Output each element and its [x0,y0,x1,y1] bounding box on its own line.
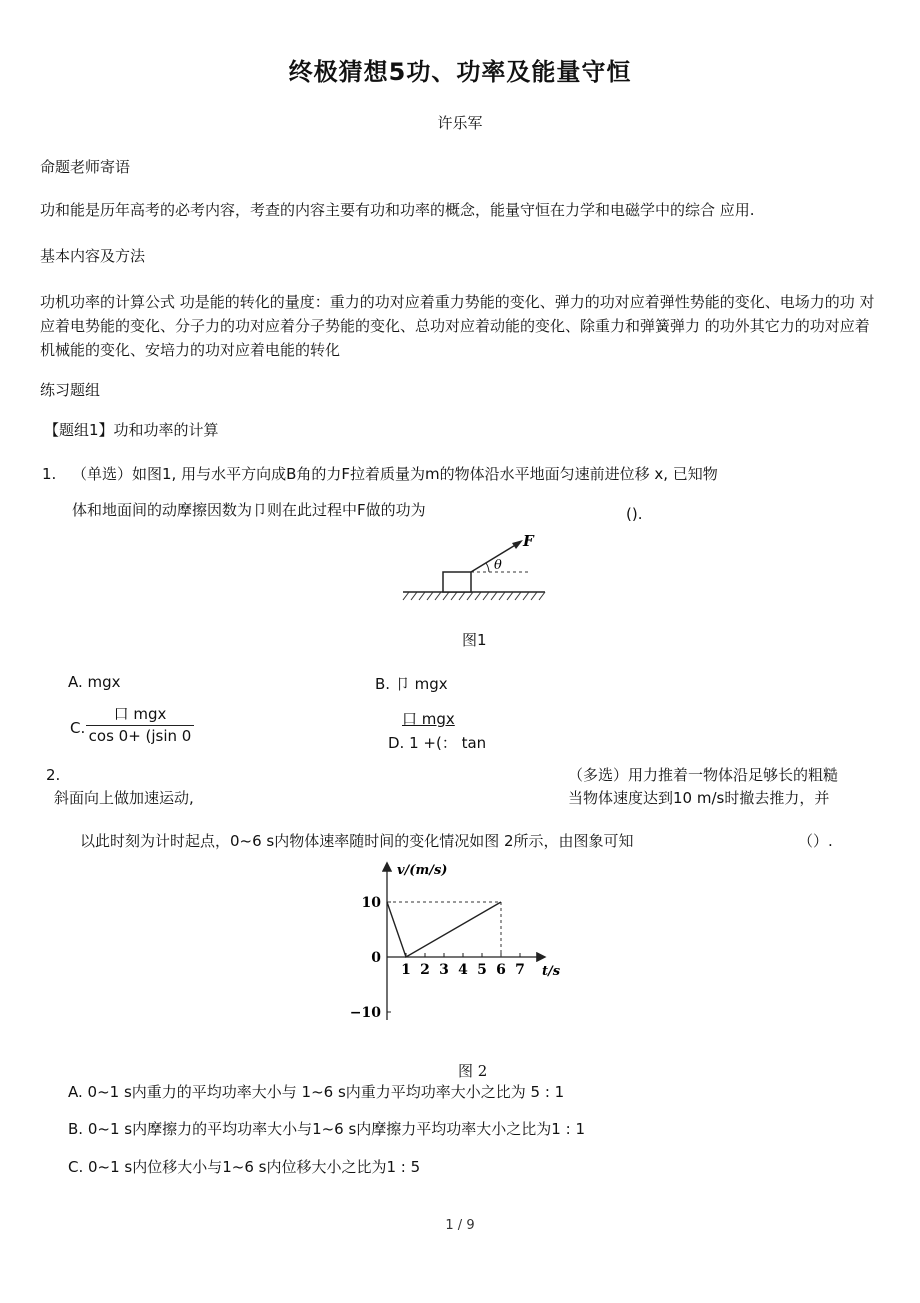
x-tick-label: 1 [401,962,411,978]
figure-1 [395,530,555,610]
section-heading-message: 命题老师寄语 [40,158,131,176]
q2-option-c: C. 0~1 s内位移大小与1~6 s内位移大小之比为1 : 5 [68,1158,421,1176]
y-tick-label: 0 [371,950,381,966]
q1-line1: （单选）如图1, 用与水平方向成B角的力F拉着质量为m的物体沿水平地面匀速前进位移 x, 已知物 [72,465,718,483]
q1-number: 1. [42,465,57,483]
q2-option-a: A. 0~1 s内重力的平均功率大小与 1~6 s内重力平均功率大小之比为 5 : 1 [68,1083,565,1101]
x-axis-label: t/s [542,964,561,979]
section-text-message: 功和能是历年高考的必考内容，考查的内容主要有功和功率的概念，能量守恒在力学和电磁学中的综合 应用. [40,201,755,219]
q2-option-b: B. 0~1 s内摩擦力的平均功率大小与1~6 s内摩擦力平均功率大小之比为1 : 1 [68,1120,585,1138]
q1-option-d-denominator: D. 1 +(： tan [388,734,487,752]
q1-option-c-label: C. [70,719,86,737]
q2-line1-right-b: 当物体速度达到10 m/s时撤去推力，并 [568,789,830,807]
x-tick-label: 4 [458,962,468,978]
page-title: 终极猜想5功、功率及能量守恒 [288,58,632,86]
q1-option-c-numerator: 口 mgx [86,703,194,726]
block [443,572,471,592]
q1-option-b: B. 卩 mgx [375,675,448,693]
velocity-time-chart [345,856,595,1041]
group-heading-1: 【题组1】功和功率的计算 [44,421,219,439]
x-tick-label: 6 [496,962,506,978]
q1-option-a: A. mgx [68,673,121,691]
figure-2-caption: 图 2 [458,1062,488,1080]
q1-option-c-fraction [86,703,194,745]
q1-option-c-denominator: cos 0+ (jsin 0 [88,727,192,745]
y-tick-label: 10 [361,895,381,911]
section-heading-practice: 练习题组 [40,381,101,399]
q1-answer-paren: (). [626,505,643,523]
y-tick-label: −10 [349,1005,381,1021]
angle-arc [486,563,489,572]
x-tick-label: 3 [439,962,449,978]
velocity-line [387,902,501,957]
section-heading-basics: 基本内容及方法 [40,247,146,265]
q2-line1-right-a: （多选）用力推着一物体沿足够长的粗糙 [568,766,839,784]
q2-answer-paren: （）. [798,832,833,850]
q2-number: 2. [46,766,61,784]
q2-line2: 以此时刻为计时起点，0~6 s内物体速率随时间的变化情况如图 2所示，由图象可知 [80,832,634,850]
q1-option-d-numerator: 口 mgx [402,710,455,728]
q1-line2: 体和地面间的动摩擦因数为卩则在此过程中F做的功为 [72,501,426,519]
force-label: F [523,532,534,550]
ground-hatching [403,592,545,600]
figure-1-caption: 图1 [462,631,487,649]
x-tick-label: 7 [515,962,525,978]
force-arrowhead [512,540,523,549]
q2-line1-left: 斜面向上做加速运动, [54,789,194,807]
x-tick-label: 2 [420,962,430,978]
y-axis-label: v/(m/s) [397,863,448,878]
section-text-basics: 功机功率的计算公式 功是能的转化的量度：重力的功对应着重力势能的变化、弹力的功对应着弹性势能的变化、电场力的功 对应着电势能的变化、分子力的功对应着分子势能的变化、总功对应着动能的变化、除重力和弹簧弹力 的功外其它力的功对应着机械能的变化、安培力的功对应着电能的转化 [40,293,875,359]
author: 许乐军 [437,114,483,132]
page-number: 1 / 9 [445,1218,475,1233]
angle-label: θ [494,558,502,573]
x-tick-label: 5 [477,962,487,978]
